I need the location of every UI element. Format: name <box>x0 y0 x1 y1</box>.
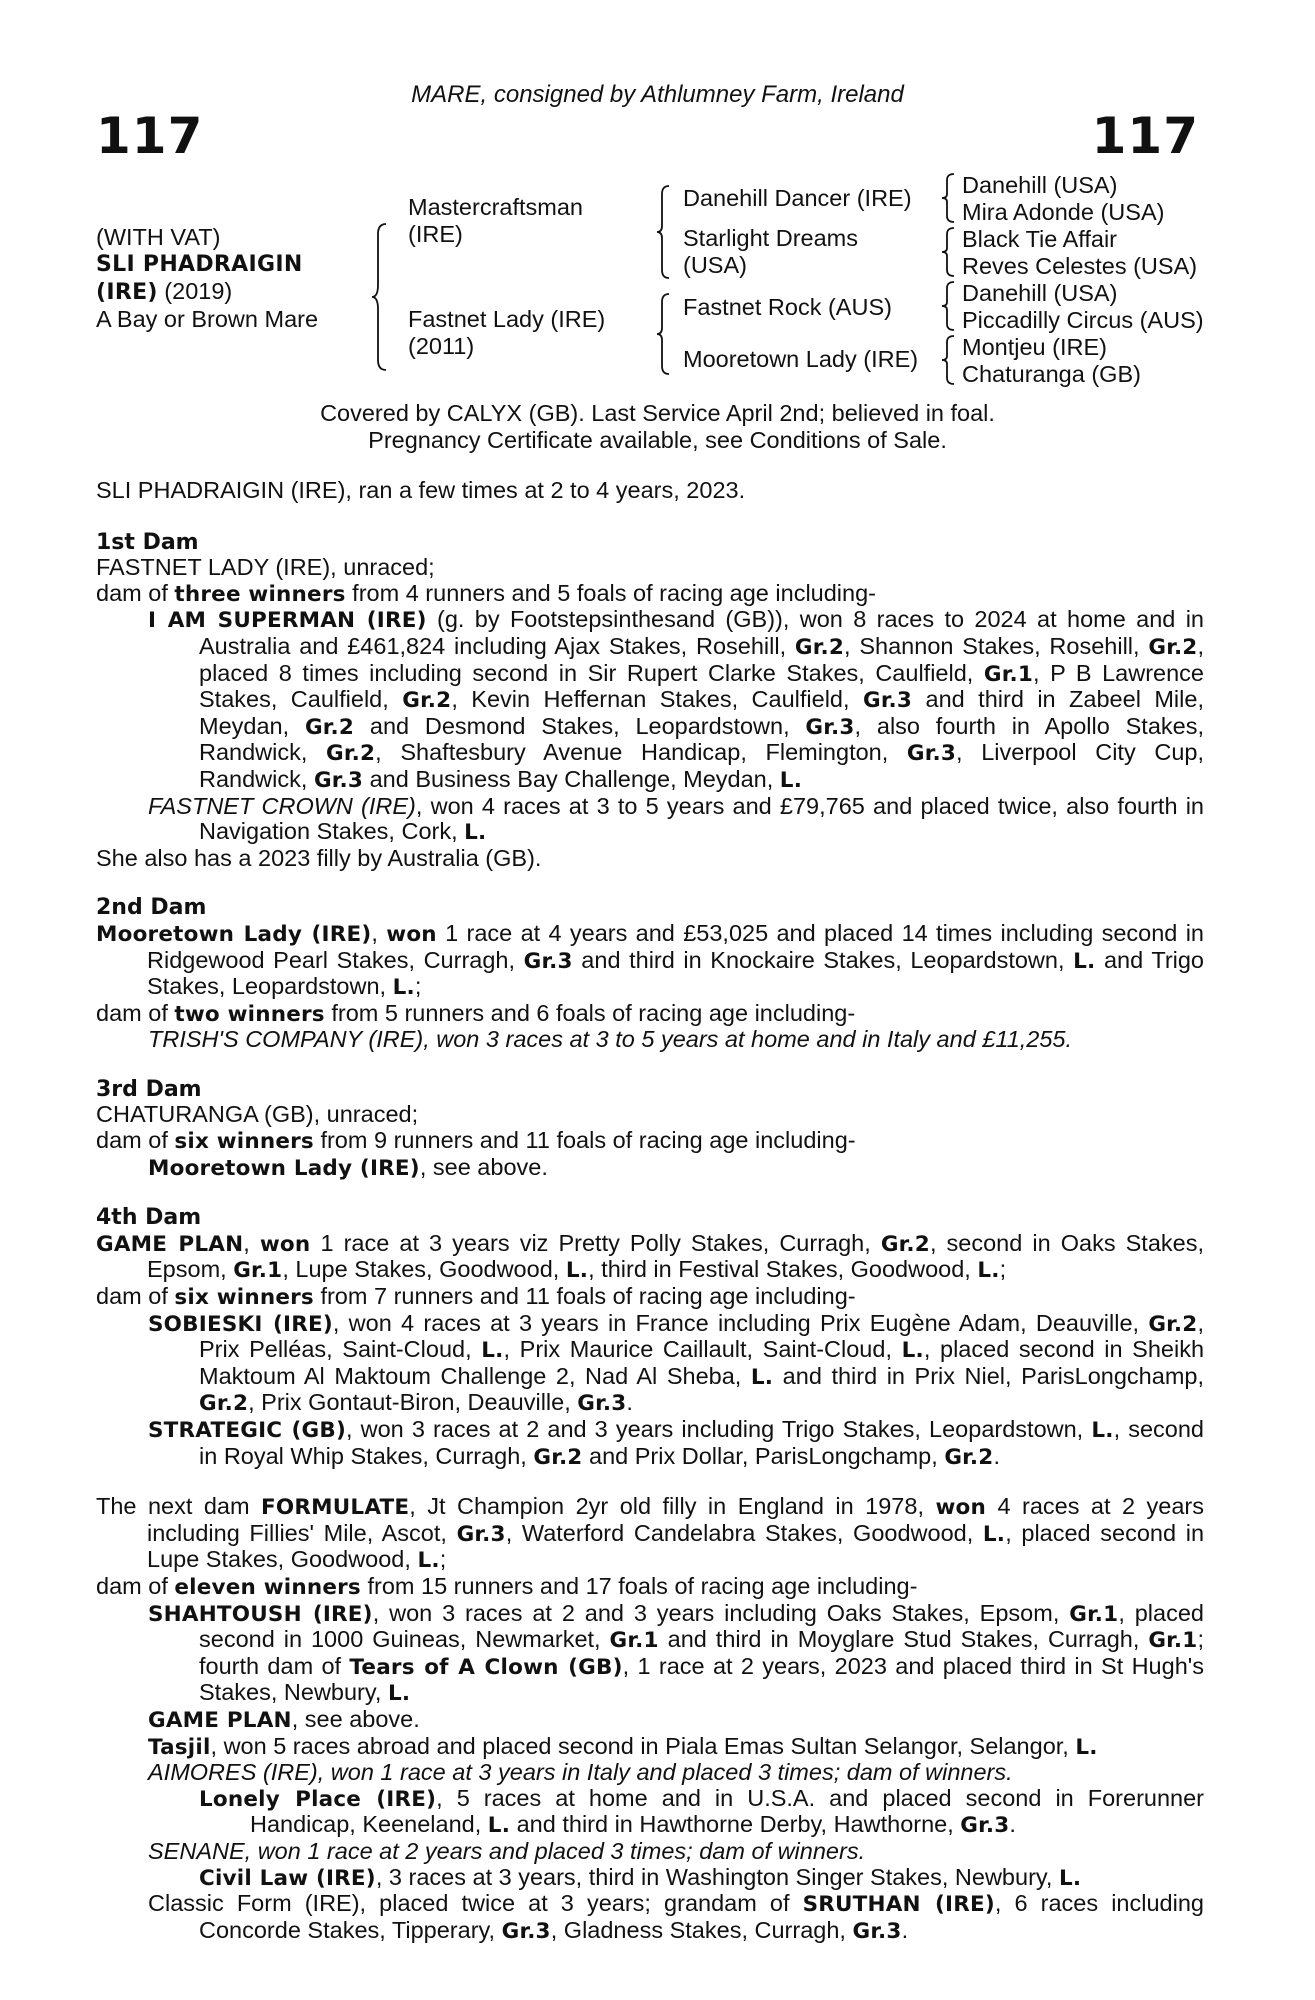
first-dam-heading: 1st Dam <box>96 529 199 555</box>
game-plan-entry: GAME PLAN, see above. <box>148 1705 420 1733</box>
gg-4: Reves Celestes (USA) <box>962 253 1198 279</box>
fourth-dam-entry: GAME PLAN, won 1 race at 3 years viz Pretty Polly Stakes, Curragh, Gr.2, second in Oaks Stakes, Epsom, Gr.1, Lupe Stakes, Goodwood, L., third in Festival Stakes, Goodwood, L.; <box>96 1229 1205 1284</box>
gg-6: Piccadilly Circus (AUS) <box>962 307 1204 333</box>
consignor-title: MARE, consigned by Athlumney Farm, Ireland <box>411 81 904 108</box>
catalogue-content <box>96 478 1204 1944</box>
trish-company-entry: TRISH'S COMPANY (IRE), won 3 races at 3 to 5 years at home and in Italy and £11,255. <box>148 1026 1073 1053</box>
fourth-dam-heading: 4th Dam <box>96 1205 202 1231</box>
horse-description: A Bay or Brown Mare <box>96 306 319 332</box>
third-dam-produce: dam of six winners from 9 runners and 11 foals of racing age including- <box>96 1127 856 1155</box>
civil-law-entry: Civil Law (IRE), 3 races at 3 years, third in Washington Singer Stakes, Newbury, L. <box>199 1863 1082 1891</box>
sire-dam: Starlight Dreams <box>683 225 858 251</box>
second-dam-entry: Mooretown Lady (IRE), won 1 race at 4 years and £53,025 and placed 14 times including second in Ridgewood Pearl Stakes, Curragh, Gr.3 and third in Knockaire Stakes, Leopardstown, L. and Trigo Stakes, Leopardstown, L.; <box>96 919 1205 1001</box>
brace-sire <box>655 184 673 280</box>
vat-note: (WITH VAT) <box>96 224 221 250</box>
classic-form-entry: Classic Form (IRE), placed twice at 3 years; grandam of SRUTHAN (IRE), 6 races including Concorde Stakes, Tipperary, Gr.3, Gladness Stakes, Curragh, Gr.3. <box>148 1890 1204 1944</box>
next-dam-entry: The next dam FORMULATE, Jt Champion 2yr old filly in England in 1978, won 4 races at 2 years including Fillies' Mile, Ascot, Gr.3, Waterford Candelabra Stakes, Goodwood, L., placed second in Lupe Stakes, Goodwood, L.; <box>96 1493 1205 1574</box>
horse-year: (2019) <box>157 278 233 304</box>
sire-name: Mastercraftsman <box>408 194 583 220</box>
fourth-dam-produce: dam of six winners from 7 runners and 11 foals of racing age including- <box>96 1283 856 1311</box>
gg-5: Danehill (USA) <box>962 280 1118 306</box>
brace-gg-2 <box>940 226 958 278</box>
horse-origin-year <box>96 278 318 306</box>
gg-3: Black Tie Affair <box>962 226 1117 252</box>
dam-dam: Mooretown Lady (IRE) <box>683 346 919 372</box>
sire-country: (IRE) <box>408 221 463 247</box>
strategic-entry: STRATEGIC (GB), won 3 races at 2 and 3 years including Trigo Stakes, Leopardstown, L., second in Royal Whip Stakes, Curragh, Gr.2 and Prix Dollar, ParisLongchamp, Gr.2. <box>148 1416 1204 1470</box>
third-dam-heading: 3rd Dam <box>96 1076 202 1102</box>
lonely-place-entry: Lonely Place (IRE), 5 races at home and in U.S.A. and placed second in Forerunner Handicap, Keeneland, L. and third in Hawthorne Derby, Hawthorne, Gr.3. <box>199 1784 1204 1839</box>
gg-7: Montjeu (IRE) <box>962 334 1107 360</box>
covered-line-1: Covered by CALYX (GB). Last Service April 2nd; believed in foal. <box>320 400 995 426</box>
next-dam-produce: dam of eleven winners from 15 runners and 17 foals of racing age including- <box>96 1572 918 1600</box>
shahtoush-entry: SHAHTOUSH (IRE), won 3 races at 2 and 3 years including Oaks Stakes, Epsom, Gr.1, placed second in 1000 Guineas, Newmarket, Gr.1 and third in Moyglare Stud Stakes, Curragh, Gr.1; fourth dam of Tears of A Clown (GB), 1 race at 2 years, 2023 and placed third in St Hugh's Stakes, Newbury, L. <box>148 1599 1205 1707</box>
second-dam-produce: dam of two winners from 5 runners and 6 foals of racing age including- <box>96 999 856 1027</box>
fastnet-crown-entry: FASTNET CROWN (IRE), won 4 races at 3 to 5 years and £79,765 and placed twice, also fourth in Navigation Stakes, Cork, L. <box>148 792 1204 846</box>
gg-2: Mira Adonde (USA) <box>962 199 1165 225</box>
third-dam-name: CHATURANGA (GB), unraced; <box>96 1101 419 1128</box>
lot-number-right: 117 <box>1091 107 1199 165</box>
sire-sire: Danehill Dancer (IRE) <box>683 185 912 211</box>
dam-name: Fastnet Lady (IRE) <box>408 306 606 332</box>
tasjil-entry: Tasjil, won 5 races abroad and placed second in Piala Emas Sultan Selangor, Selangor, L. <box>148 1732 1098 1760</box>
horse-identity <box>96 224 318 333</box>
senane-entry: SENANE, won 1 race at 2 years and placed 3 times; dam of winners. <box>148 1837 866 1864</box>
brace-dam <box>655 292 673 376</box>
sobieski-entry: SOBIESKI (IRE), won 4 races at 3 years in France including Prix Eugène Adam, Deauville, Gr.2, Prix Pelléas, Saint-Cloud, L., Prix Maurice Caillault, Saint-Cloud, L., placed second in Sheikh Maktoum Al Maktoum Challenge 2, Nad Al Sheba, L. and third in Prix Niel, ParisLongchamp, Gr.2, Prix Gontaut-Biron, Deauville, Gr.3. <box>148 1309 1205 1417</box>
mooretown-entry: Mooretown Lady (IRE), see above. <box>148 1153 548 1181</box>
gg-8: Chaturanga (GB) <box>962 361 1141 387</box>
aimores-entry: AIMORES (IRE), won 1 race at 3 years in Italy and placed 3 times; dam of winners. <box>148 1759 1013 1786</box>
brace-main <box>370 222 390 372</box>
also-has-line: She also has a 2023 filly by Australia (GB). <box>96 844 542 871</box>
i-am-superman-entry: I AM SUPERMAN (IRE) (g. by Footstepsinthesand (GB)), won 8 races to 2024 at home and in Australia and £461,824 including Ajax Stakes, Rosehill, Gr.2, Shannon Stakes, Rosehill, Gr.2, placed 8 times including second in Sir Rupert Clarke Stakes, Caulfield, Gr.1, P B Lawrence Stakes, Caulfield, Gr.2, Kevin Heffernan Stakes, Caulfield, Gr.3 and third in Zabeel Mile, Meydan, Gr.2 and Desmond Stakes, Leopardstown, Gr.3, also fourth in Apollo Stakes, Randwick, Gr.2, Shaftesbury Avenue Handicap, Flemington, Gr.3, Liverpool City Cup, Randwick, Gr.3 and Business Bay Challenge, Meydan, L. <box>148 606 1205 793</box>
covered-line-2: Pregnancy Certificate available, see Conditions of Sale. <box>368 427 947 453</box>
intro-line: SLI PHADRAIGIN (IRE), ran a few times at 2 to 4 years, 2023. <box>96 477 746 503</box>
dam-year: (2011) <box>408 333 475 359</box>
brace-gg-3 <box>940 280 958 332</box>
horse-name: SLI PHADRAIGIN <box>96 252 303 277</box>
lot-number-left: 117 <box>96 107 204 165</box>
gg-1: Danehill (USA) <box>962 172 1118 198</box>
dam-sire: Fastnet Rock (AUS) <box>683 294 892 320</box>
first-dam-produce: dam of three winners from 4 runners and 5 foals of racing age including- <box>96 579 876 607</box>
sire-dam-country: (USA) <box>683 252 747 278</box>
horse-origin: (IRE) <box>96 280 158 305</box>
first-dam-name: FASTNET LADY (IRE), unraced; <box>96 554 435 581</box>
second-dam-heading: 2nd Dam <box>96 895 207 921</box>
covered-note <box>0 400 1315 454</box>
i-am-superman-name: I AM SUPERMAN (IRE) <box>148 608 427 634</box>
brace-gg-1 <box>940 172 958 224</box>
brace-gg-4 <box>940 334 958 386</box>
